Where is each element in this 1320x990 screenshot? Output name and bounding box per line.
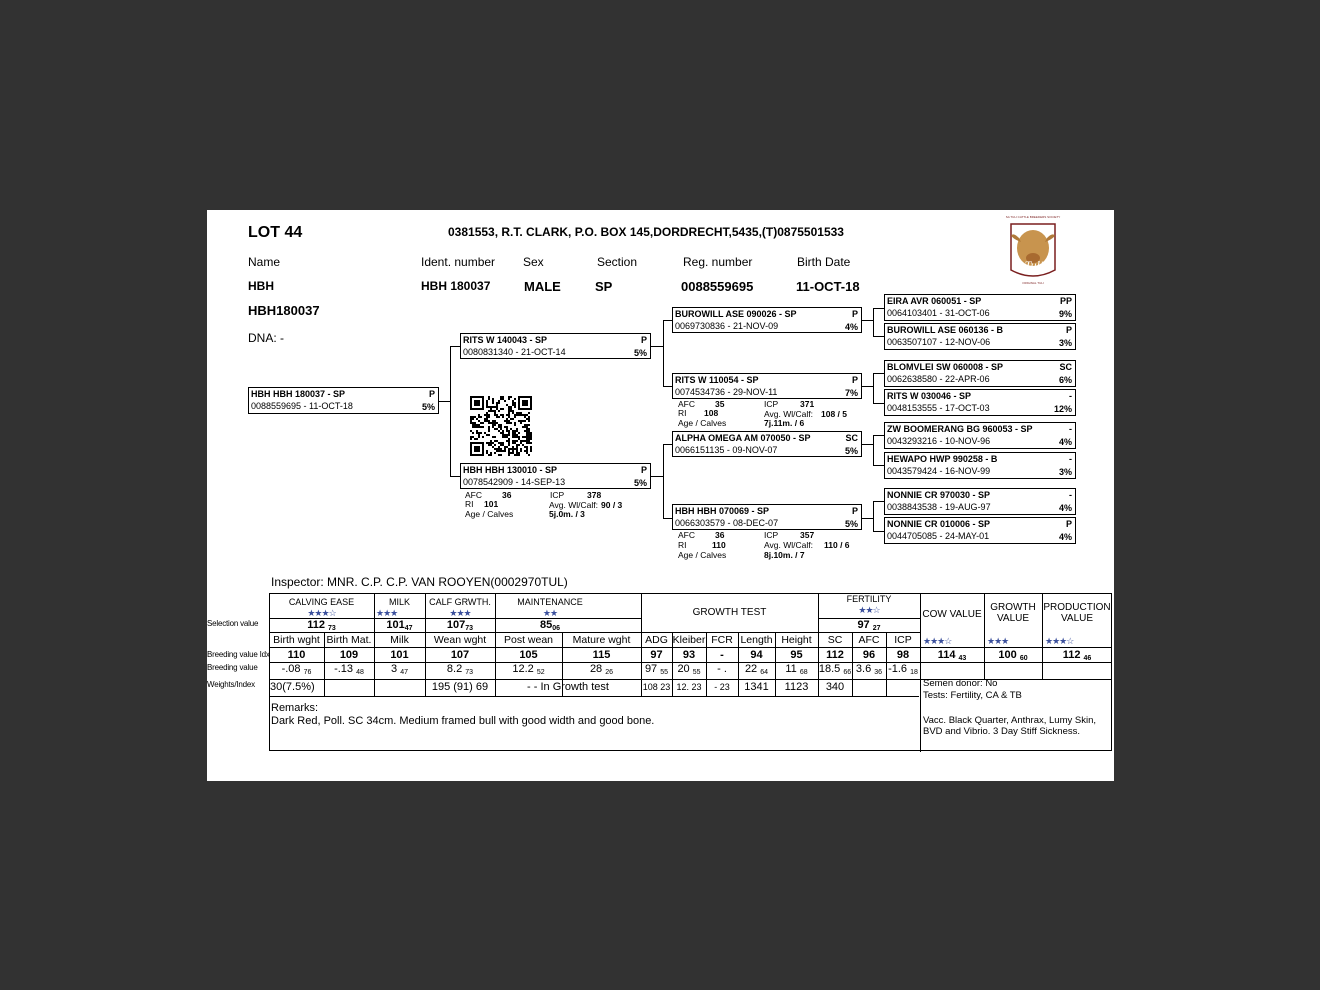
column-header: FCR	[711, 634, 733, 646]
breeding-value-cell	[818, 663, 852, 679]
bv-accuracy: 26	[605, 669, 614, 676]
bv-value: 3	[391, 663, 398, 675]
pedigree-dss: ZW BOOMERANG BG 960053 - SP - 0043293216 - 10-NOV-96 4%	[884, 422, 1076, 449]
label-selection-value: Selection value	[207, 619, 259, 628]
bv-accuracy: 68	[799, 669, 808, 676]
pedigree-dam-sire: ALPHA OMEGA AM 070050 - SP SC 0066151135 - 09-NOV-07 5%	[672, 431, 862, 457]
remarks-label: Remarks:	[271, 702, 319, 714]
animal-birth: 11-OCT-18	[796, 279, 860, 294]
sel-cow: 114 $_{43}$	[937, 649, 967, 662]
milk-stars-icon: ★★★	[376, 608, 398, 618]
header-section: Section	[597, 255, 638, 269]
svg-text:ORIGINAL TULI: ORIGINAL TULI	[1022, 281, 1044, 285]
bv-accuracy: 55	[692, 669, 701, 676]
pedigree-certificate	[207, 210, 1114, 781]
bv-accuracy: 64	[760, 669, 769, 676]
bv-value: 3.6	[855, 663, 872, 675]
bv-accuracy: 18	[910, 669, 918, 676]
calf-stars-icon: ★★★	[449, 608, 471, 618]
header-sex: Sex	[523, 255, 544, 269]
column-header: Post wean	[503, 634, 554, 646]
fert-stars-icon: ★★☆	[858, 605, 880, 615]
pedigree-ssd: BUROWILL ASE 060136 - B P 0063507107 - 12-NOV-06 3%	[884, 323, 1076, 350]
sel-milk: $101_{47}$	[386, 619, 413, 632]
bv-value: 22	[744, 663, 758, 675]
tuli-logo	[1003, 212, 1063, 288]
pedigree-dam: HBH HBH 130010 - SP P 0078542909 - 14-SEP-13 5%	[460, 463, 651, 489]
breeding-value-cell	[706, 663, 738, 679]
animal-reg: 0088559695	[681, 279, 754, 294]
breeding-index-cell: 93	[682, 649, 696, 661]
label-breeding-value: Breeding value	[207, 663, 258, 672]
breeding-index-cell: 107	[450, 649, 470, 661]
column-header: Wean wght	[433, 634, 487, 646]
bv-value: 28	[589, 663, 603, 675]
animal-name: HBH	[248, 279, 274, 293]
column-header: Height	[781, 634, 812, 646]
gv-stars-icon: ★★★	[987, 636, 1009, 646]
breeding-value-cell	[269, 663, 324, 679]
bv-value: 8.2	[446, 663, 463, 675]
inspector: Inspector: MNR. C.P. C.P. VAN ROOYEN(0002970TUL)	[271, 575, 568, 589]
group-calf-growth: CALF GRWTH.	[429, 597, 491, 607]
bv-value: -.13	[334, 663, 354, 675]
pedigree-subject: HBH HBH 180037 - SP P 0088559695 - 11-OCT-18 5%	[248, 387, 439, 414]
breeding-index-cell: 96	[862, 649, 876, 661]
sel-pv: 112 $_{46}$	[1062, 649, 1092, 662]
breeding-index-cell: 98	[896, 649, 910, 661]
sel-gv: 100 $_{60}$	[998, 649, 1028, 662]
bv-value: 11	[785, 663, 797, 675]
weight-index-cell: - - In Growth test	[527, 681, 609, 693]
group-calving-ease: CALVING EASE	[288, 597, 355, 607]
group-fertility: FERTILITY	[846, 594, 892, 604]
pedigree-dam-dam: HBH HBH 070069 - SP P 0066303579 - 08-DEC-07 5%	[672, 504, 862, 530]
breeding-index-cell: 110	[287, 649, 306, 661]
group-growth-test: GROWTH TEST	[692, 607, 767, 618]
pedigree-dds: NONNIE CR 970030 - SP - 0038843538 - 19-AUG-97 4%	[884, 488, 1076, 515]
breeding-value-cell	[425, 663, 495, 679]
bv-accuracy: 66	[843, 669, 852, 676]
semen-donor: Semen donor: No	[923, 678, 998, 689]
pedigree-sss: EIRA AVR 060051 - SP PP 0064103401 - 31-OCT-06 9%	[884, 294, 1076, 321]
qr-code	[470, 396, 532, 456]
dam-stats: AFC 36 ICP 378 RI 101 Avg. Wl/Calf: 90 / 3 Age / Calves 5j.0m. / 3	[465, 490, 623, 519]
bv-accuracy: 36	[874, 669, 883, 676]
breeding-index-cell: 101	[390, 649, 409, 661]
breeding-value-cell	[672, 663, 706, 679]
bv-value: 18.5	[818, 663, 841, 675]
weight-index-cell: 195 (91) 69	[431, 681, 489, 693]
animal-section: SP	[595, 279, 613, 294]
column-header: SC	[827, 634, 843, 646]
breeding-index-cell: 94	[750, 649, 763, 661]
weight-index-cell: 12. 23	[676, 682, 702, 692]
breeding-index-cell: 109	[339, 649, 359, 661]
breeding-value-cell	[562, 663, 641, 679]
pedigree-sdd: RITS W 030046 - SP - 0048153555 - 17-OCT-03 12%	[884, 389, 1076, 416]
column-header: Birth wght	[273, 634, 320, 646]
weight-index-cell: 1123	[784, 681, 809, 693]
dna: DNA: -	[248, 331, 284, 345]
pedigree-ddd: NONNIE CR 010006 - SP P 0044705085 - 24-MAY-01 4%	[884, 517, 1076, 544]
bv-accuracy: 55	[660, 669, 669, 676]
pedigree-sire-dam: RITS W 110054 - SP P 0074534736 - 29-NOV-11 7%	[672, 373, 862, 399]
column-header: Birth Mat.	[326, 634, 372, 646]
vacc-note-2: BVD and Vibrio. 3 Day Stiff Sickness.	[923, 726, 1081, 737]
lot-number: LOT 44	[248, 224, 303, 241]
vacc-note-1: Vacc. Black Quarter, Anthrax, Lumy Skin,	[923, 715, 1097, 726]
animal-id: HBH180037	[248, 303, 320, 318]
header-name: Name	[248, 255, 281, 269]
weight-index-cell: 1341	[744, 681, 769, 693]
animal-sex: MALE	[524, 279, 561, 294]
logo-text: Tuli	[1024, 258, 1044, 272]
column-header: ICP	[894, 634, 912, 646]
breeding-value-cell	[738, 663, 775, 679]
cow-stars-icon: ★★★☆	[923, 636, 952, 646]
sel-fert: 97 $_{27}$	[857, 619, 881, 632]
column-header: Milk	[390, 634, 409, 646]
calving-stars-icon: ★★★☆	[307, 608, 336, 618]
sel-maint: $85_{06}$	[539, 619, 561, 632]
dam-dam-stats: AFC 36 ICP 357 RI 110 Avg. Wl/Calf: 110 / 6 Age / Calves 8j.10m. / 7	[678, 530, 850, 560]
bv-value: -1.6	[888, 663, 908, 675]
maint-stars-icon: ★★	[542, 608, 558, 618]
breeding-value-cell	[324, 663, 374, 679]
group-milk: MILK	[388, 597, 410, 607]
pedigree-dsd: HEWAPO HWP 990258 - B - 0043579424 - 16-NOV-99 3%	[884, 452, 1076, 479]
breeding-index-cell: 115	[592, 649, 611, 661]
breeding-index-cell: 105	[519, 649, 538, 661]
animal-ident: HBH 180037	[421, 279, 491, 293]
sel-calving: 112 $_{73}$	[307, 619, 336, 632]
label-weights-index: Weights/Index	[207, 680, 255, 689]
column-header: Length	[740, 634, 773, 646]
pedigree-sire-sire: BUROWILL ASE 090026 - SP P 0069730836 - 21-NOV-09 4%	[672, 307, 862, 333]
breeding-index-cell: 95	[790, 649, 803, 661]
owner-details: 0381553, R.T. CLARK, P.O. BOX 145,DORDRECHT,5435,(T)0875501533	[448, 225, 844, 239]
bv-accuracy: 76	[303, 669, 312, 676]
weight-index-cell: 30(7.5%)	[270, 681, 315, 693]
remarks-text: Dark Red, Poll. SC 34cm. Medium framed bull with good width and good bone.	[271, 715, 655, 727]
weight-index-cell: - 23	[714, 682, 730, 692]
pv-stars-icon: ★★★☆	[1045, 636, 1074, 646]
bv-value: - .	[717, 663, 727, 675]
bv-value: -.08	[281, 663, 301, 675]
bv-accuracy: 47	[400, 669, 408, 676]
tests-note: Tests: Fertility, CA & TB	[923, 690, 1022, 701]
header-birth: Birth Date	[797, 255, 851, 269]
sire-dam-stats: AFC 35 ICP 371 RI 108 Avg. Wl/Calf: 108 / 5 Age / Calves 7j.11m. / 6	[678, 399, 847, 428]
group-cow-value: COW VALUE	[922, 609, 982, 620]
breeding-value-cell	[775, 663, 818, 679]
bv-value: 97	[644, 663, 658, 675]
group-maintenance: MAINTENANCE	[517, 597, 583, 607]
bv-accuracy: 48	[356, 669, 364, 676]
sel-calf: $107_{73}$	[446, 619, 474, 632]
breeding-value-cell	[374, 663, 425, 679]
pedigree-sire: RITS W 140043 - SP P 0080831340 - 21-OCT-14 5%	[460, 333, 651, 359]
pedigree-sds: BLOMVLEI SW 060008 - SP SC 0062638580 - 22-APR-06 6%	[884, 360, 1076, 387]
breeding-index-cell: -	[720, 649, 724, 661]
bv-value: 12.2	[512, 663, 534, 675]
bv-accuracy: 73	[465, 669, 474, 676]
column-header: Kleiber	[672, 634, 706, 646]
group-growth-value: GROWTH VALUE	[990, 602, 1036, 624]
breeding-index-cell: 97	[650, 649, 663, 661]
breeding-value-cell	[886, 663, 920, 679]
breeding-value-cell	[852, 663, 886, 679]
header-reg: Reg. number	[683, 255, 753, 269]
weight-index-cell: 108 23	[642, 682, 671, 692]
column-header: ADG	[645, 634, 668, 646]
svg-text:SA TULI CATTLE BREEDERS SOCIET: SA TULI CATTLE BREEDERS SOCIETY	[1005, 215, 1061, 219]
breeding-index-cell: 112	[826, 649, 844, 661]
bv-value: 20	[677, 663, 690, 675]
breeding-value-cell	[495, 663, 562, 679]
breeding-value-cell	[641, 663, 672, 679]
header-ident: Ident. number	[421, 255, 496, 269]
weight-index-cell: 340	[825, 681, 845, 693]
column-header: Mature wght	[572, 634, 631, 646]
label-breeding-value-idx: Breeding value Idx	[207, 650, 270, 659]
bv-accuracy: 52	[536, 669, 545, 676]
group-production-value: PRODUCTION VALUE	[1043, 602, 1111, 624]
column-header: AFC	[858, 634, 880, 646]
